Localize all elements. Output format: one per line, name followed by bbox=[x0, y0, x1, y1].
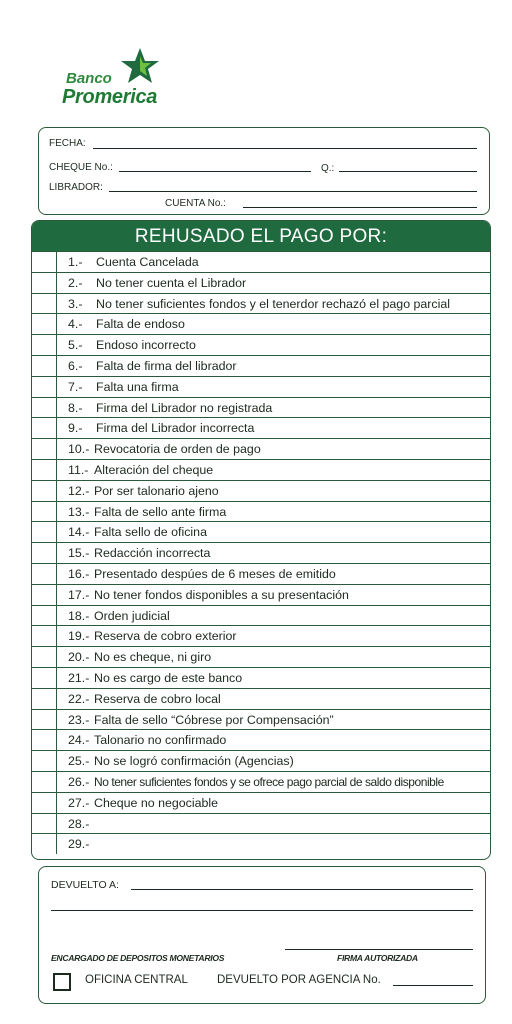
reason-number: 6.- bbox=[68, 358, 83, 373]
reason-text: Falta de firma del librador bbox=[96, 358, 237, 373]
reason-row bbox=[32, 813, 490, 834]
reason-text: Talonario no confirmado bbox=[94, 733, 227, 748]
fecha-line[interactable] bbox=[93, 148, 477, 149]
reason-text: Falta de sello ante firma bbox=[94, 504, 227, 519]
agencia-no-line[interactable] bbox=[393, 985, 473, 986]
cuenta-no-label: CUENTA No.: bbox=[165, 198, 226, 209]
reason-number: 23.- bbox=[68, 712, 90, 727]
reason-text: No tener fondos disponibles a su presentación bbox=[94, 587, 349, 602]
reason-number: 22.- bbox=[68, 691, 90, 706]
reason-number: 27.- bbox=[68, 795, 90, 810]
reason-number: 26.- bbox=[68, 774, 90, 789]
reason-checkbox[interactable] bbox=[32, 585, 57, 605]
reason-row bbox=[32, 709, 490, 730]
oficina-central-label: OFICINA CENTRAL bbox=[85, 974, 188, 986]
reason-row bbox=[32, 542, 490, 563]
reason-checkbox[interactable] bbox=[32, 460, 57, 480]
check-info-box bbox=[38, 127, 490, 215]
reason-text: Falta una firma bbox=[96, 379, 179, 394]
reason-row bbox=[32, 605, 490, 626]
cheque-no-line[interactable] bbox=[119, 171, 311, 172]
bank-name-line2: Promerica bbox=[62, 86, 158, 108]
reason-text: No tener suficientes fondos y el tenerdor rechazó el pago parcial bbox=[96, 296, 451, 311]
reason-checkbox[interactable] bbox=[32, 626, 57, 646]
reason-text: Cuenta Cancelada bbox=[96, 255, 199, 269]
reason-row bbox=[32, 501, 490, 522]
reason-row bbox=[32, 376, 490, 397]
reason-row bbox=[32, 251, 490, 272]
rejection-reasons-box bbox=[31, 220, 491, 860]
reason-number: 12.- bbox=[68, 483, 90, 498]
reason-number: 14.- bbox=[68, 525, 90, 540]
encargado-label: ENCARGADO DE DEPOSITOS MONETARIOS bbox=[51, 953, 225, 963]
firma-autorizada-label: FIRMA AUTORIZADA bbox=[337, 953, 418, 963]
reason-checkbox[interactable] bbox=[32, 252, 57, 272]
reason-number: 13.- bbox=[68, 504, 90, 519]
reason-row bbox=[32, 667, 490, 688]
reason-checkbox[interactable] bbox=[32, 751, 57, 771]
cuenta-no-line[interactable] bbox=[243, 207, 477, 208]
reason-row bbox=[32, 688, 490, 709]
reason-number: 11.- bbox=[68, 462, 89, 477]
reason-row bbox=[32, 459, 490, 480]
reason-number: 18.- bbox=[68, 608, 90, 623]
reason-checkbox[interactable] bbox=[32, 668, 57, 688]
bank-name-line1: Banco bbox=[66, 70, 112, 87]
librador-line[interactable] bbox=[109, 191, 477, 192]
reason-number: 28.- bbox=[68, 816, 90, 831]
reason-text: Redacción incorrecta bbox=[94, 546, 211, 561]
reason-text: Orden judicial bbox=[94, 608, 170, 623]
reason-text: No tener cuenta el Librador bbox=[96, 275, 247, 290]
reason-checkbox[interactable] bbox=[32, 814, 57, 834]
devuelto-a-line[interactable] bbox=[131, 889, 473, 890]
reason-checkbox[interactable] bbox=[32, 710, 57, 730]
reason-text: No tener suficientes fondos y se ofrece pago parcial de saldo disponible bbox=[94, 774, 444, 789]
reason-row bbox=[32, 625, 490, 646]
reason-checkbox[interactable] bbox=[32, 730, 57, 750]
devuelto-a-line-2[interactable] bbox=[51, 910, 473, 911]
reason-checkbox[interactable] bbox=[32, 564, 57, 584]
reason-text: Reserva de cobro exterior bbox=[94, 629, 237, 644]
reason-checkbox[interactable] bbox=[32, 606, 57, 626]
list-title: REHUSADO EL PAGO POR: bbox=[32, 221, 490, 251]
reason-checkbox[interactable] bbox=[32, 314, 57, 334]
reason-checkbox[interactable] bbox=[32, 294, 57, 314]
reason-text: Endoso incorrecto bbox=[96, 338, 196, 353]
reason-checkbox[interactable] bbox=[32, 543, 57, 563]
q-label: Q.: bbox=[321, 163, 335, 174]
reason-text: Alteración del cheque bbox=[94, 462, 214, 477]
reason-text: Por ser talonario ajeno bbox=[94, 483, 219, 498]
reason-checkbox[interactable] bbox=[32, 418, 57, 438]
reason-row bbox=[32, 438, 490, 459]
reason-number: 9.- bbox=[68, 421, 83, 436]
reason-number: 21.- bbox=[68, 670, 90, 685]
reason-text: Falta de sello “Cóbrese por Compensación” bbox=[94, 712, 334, 727]
reason-checkbox[interactable] bbox=[32, 481, 57, 501]
reason-number: 5.- bbox=[68, 338, 83, 353]
reason-number: 3.- bbox=[68, 296, 83, 311]
reason-number: 15.- bbox=[68, 546, 90, 561]
reason-row bbox=[32, 313, 490, 334]
reason-row bbox=[32, 771, 490, 792]
reason-text: Revocatoria de orden de pago bbox=[94, 442, 261, 457]
reason-number: 1.- bbox=[68, 255, 83, 269]
reason-number: 10.- bbox=[68, 442, 90, 457]
reason-checkbox[interactable] bbox=[32, 273, 57, 293]
reason-checkbox[interactable] bbox=[32, 439, 57, 459]
reason-text: Presentado despúes de 6 meses de emitido bbox=[94, 566, 336, 581]
firma-signature-line[interactable] bbox=[285, 949, 473, 950]
reason-row bbox=[32, 397, 490, 418]
reason-text: No es cargo de este banco bbox=[94, 670, 243, 685]
reason-row bbox=[32, 334, 490, 355]
bank-logo bbox=[60, 46, 180, 112]
reason-row bbox=[32, 750, 490, 771]
return-info-box bbox=[38, 866, 486, 1004]
reason-number: 20.- bbox=[68, 650, 90, 665]
reason-number: 24.- bbox=[68, 733, 90, 748]
cheque-no-label: CHEQUE No.: bbox=[49, 162, 113, 173]
reason-checkbox[interactable] bbox=[32, 772, 57, 792]
reason-row bbox=[32, 792, 490, 813]
reason-row bbox=[32, 417, 490, 438]
reason-checkbox[interactable] bbox=[32, 377, 57, 397]
star-icon bbox=[118, 46, 162, 86]
reason-text: No es cheque, ni giro bbox=[94, 650, 212, 665]
reason-number: 19.- bbox=[68, 629, 90, 644]
reason-row bbox=[32, 480, 490, 501]
reason-checkbox[interactable] bbox=[32, 689, 57, 709]
reason-checkbox[interactable] bbox=[32, 834, 57, 854]
reason-row bbox=[32, 272, 490, 293]
reason-row bbox=[32, 563, 490, 584]
reason-number: 29.- bbox=[68, 837, 90, 852]
reason-row bbox=[32, 293, 490, 314]
reason-number: 2.- bbox=[68, 275, 83, 290]
reason-checkbox[interactable] bbox=[32, 398, 57, 418]
reason-text: Firma del Librador incorrecta bbox=[96, 421, 255, 436]
reason-row bbox=[32, 584, 490, 605]
reason-number: 25.- bbox=[68, 754, 90, 769]
devuelto-agencia-label: DEVUELTO POR AGENCIA No. bbox=[217, 974, 381, 986]
reason-checkbox[interactable] bbox=[32, 647, 57, 667]
reason-row bbox=[32, 646, 490, 667]
reason-text: Falta sello de oficina bbox=[94, 525, 207, 540]
reason-checkbox[interactable] bbox=[32, 356, 57, 376]
reason-number: 8.- bbox=[68, 400, 83, 415]
reason-text: Firma del Librador no registrada bbox=[96, 400, 273, 415]
reason-number: 7.- bbox=[68, 379, 83, 394]
reason-number: 16.- bbox=[68, 566, 90, 581]
reason-row bbox=[32, 355, 490, 376]
reason-checkbox[interactable] bbox=[32, 502, 57, 522]
fecha-label: FECHA: bbox=[49, 138, 86, 149]
reason-text: Cheque no negociable bbox=[94, 795, 219, 810]
reason-text: Falta de endoso bbox=[96, 317, 185, 332]
reason-checkbox[interactable] bbox=[32, 793, 57, 813]
reason-text: No se logró confirmación (Agencias) bbox=[94, 754, 294, 769]
devuelto-a-label: DEVUELTO A: bbox=[51, 879, 119, 891]
reason-row bbox=[32, 833, 490, 854]
reason-checkbox[interactable] bbox=[32, 522, 57, 542]
reason-number: 17.- bbox=[68, 587, 90, 602]
oficina-central-checkbox[interactable] bbox=[53, 973, 71, 991]
reason-number: 4.- bbox=[68, 317, 83, 332]
reason-row bbox=[32, 521, 490, 542]
reason-text: Reserva de cobro local bbox=[94, 691, 221, 706]
reasons-list bbox=[32, 251, 490, 854]
reason-checkbox[interactable] bbox=[32, 335, 57, 355]
librador-label: LIBRADOR: bbox=[49, 182, 103, 193]
reason-row bbox=[32, 729, 490, 750]
q-line[interactable] bbox=[339, 171, 477, 172]
